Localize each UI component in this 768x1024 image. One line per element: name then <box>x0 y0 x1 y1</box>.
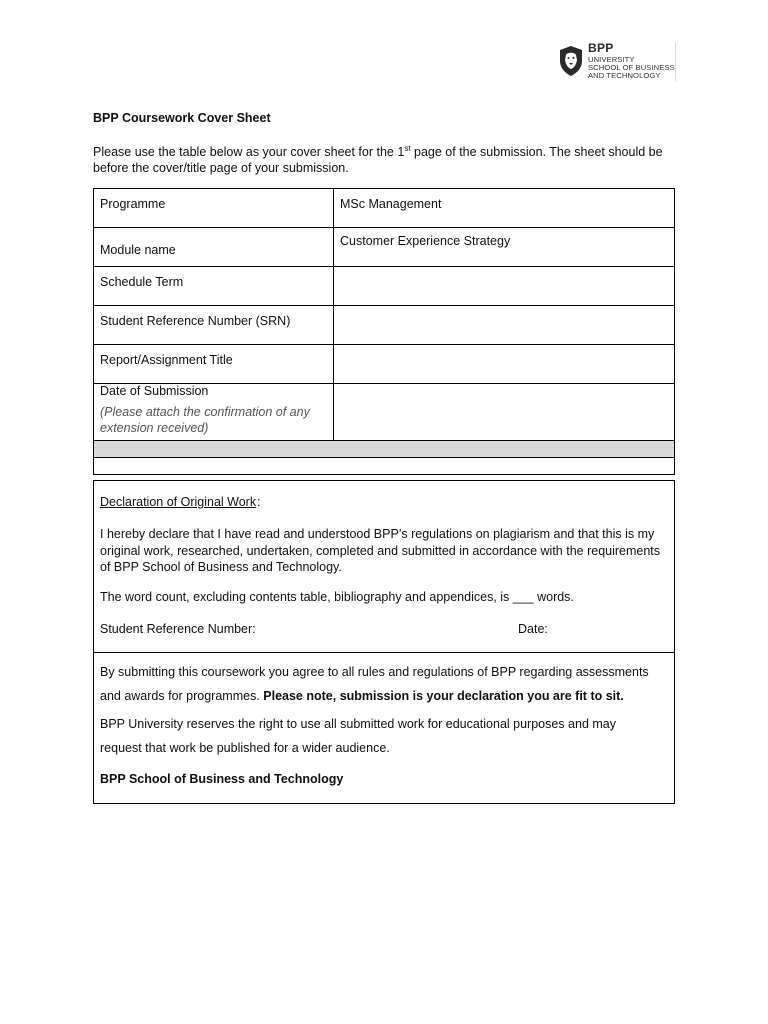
intro-superscript: st <box>404 143 411 153</box>
label-cell <box>94 189 334 228</box>
schedule-term-value <box>340 267 668 275</box>
table-row-schedule-term <box>94 267 675 306</box>
school-name: BPP School of Business and Technology <box>100 772 344 786</box>
srn-value <box>340 306 668 314</box>
shaded-separator-row <box>94 441 675 458</box>
value-cell[interactable] <box>334 228 675 267</box>
logo-line-3: AND TECHNOLOGY <box>588 71 661 80</box>
programme-label: Programme <box>100 197 166 211</box>
declaration-paragraph: I hereby declare that I have read and understood BPP’s regulations on plagiarism and that this is my original work, researched, undertaken, completed and submitted in accordance with the requirements of BPP School of Business and Technology. <box>100 527 661 574</box>
date-label: Date: <box>518 622 548 636</box>
logo-line-2: SCHOOL OF BUSINESS <box>588 63 675 72</box>
page-title: BPP Coursework Cover Sheet <box>93 111 271 125</box>
value-cell[interactable] <box>334 189 675 228</box>
declaration-heading: Declaration of Original Work <box>100 495 257 509</box>
intro-paragraph <box>93 144 675 176</box>
assignment-title-value <box>340 345 668 353</box>
programme-value: MSc Management <box>340 197 442 211</box>
schedule-term-value-cell[interactable] <box>334 267 675 306</box>
label-cell <box>94 384 334 441</box>
label-cell <box>94 228 334 267</box>
table-row-title <box>94 345 675 384</box>
lion-shield-icon <box>558 45 584 77</box>
terms-paragraph-2: BPP University reserves the right to use all submitted work for educational purposes and may request that work be published for a wider audience. <box>100 717 616 755</box>
table-row-programme <box>94 189 675 228</box>
assignment-title-value-cell[interactable] <box>334 345 675 384</box>
terms-text: By submitting this coursework you agree to all rules and regulations of BPP regarding assessments and awards for programmes. <box>100 665 649 703</box>
logo-brand: BPP <box>588 41 614 55</box>
table-row-date <box>94 384 675 441</box>
logo-divider <box>675 43 676 81</box>
bpp-logo <box>558 41 676 81</box>
assignment-title-label: Report/Assignment Title <box>100 353 233 367</box>
table-row-srn <box>94 306 675 345</box>
student-reference-number-label: Student Reference Number: <box>100 622 256 636</box>
label-cell <box>94 345 334 384</box>
declaration-colon: : <box>257 495 261 509</box>
module-name-label: Module name <box>100 243 176 257</box>
schedule-term-label: Schedule Term <box>100 275 184 289</box>
shaded-separator <box>94 441 675 458</box>
blank-separator <box>94 458 675 475</box>
date-of-submission-label: Date of Submission <box>100 384 209 398</box>
declaration-box <box>93 480 675 653</box>
table-row-module <box>94 228 675 267</box>
fit-to-sit-notice: Please note, submission is your declaration you are fit to sit. <box>263 689 624 703</box>
blank-separator-row <box>94 458 675 475</box>
logo-line-1: UNIVERSITY <box>588 55 635 64</box>
srn-value-cell[interactable] <box>334 306 675 345</box>
label-cell <box>94 306 334 345</box>
label-cell <box>94 267 334 306</box>
word-count-statement: The word count, excluding contents table, bibliography and appendices, is ___ words. <box>100 590 574 604</box>
terms-box <box>93 652 675 804</box>
intro-part-2: page of the submission. The sheet should be before the cover/title page of your submission. <box>93 145 663 175</box>
extension-note: (Please attach the confirmation of any extension received) <box>100 405 310 435</box>
srn-label: Student Reference Number (SRN) <box>100 314 291 328</box>
date-value-cell[interactable] <box>334 384 675 441</box>
intro-part-1: Please use the table below as your cover sheet for the 1 <box>93 145 405 159</box>
terms-paragraph-1 <box>100 660 670 708</box>
module-name-value: Customer Experience Strategy <box>340 234 511 248</box>
cover-info-table <box>93 188 675 475</box>
